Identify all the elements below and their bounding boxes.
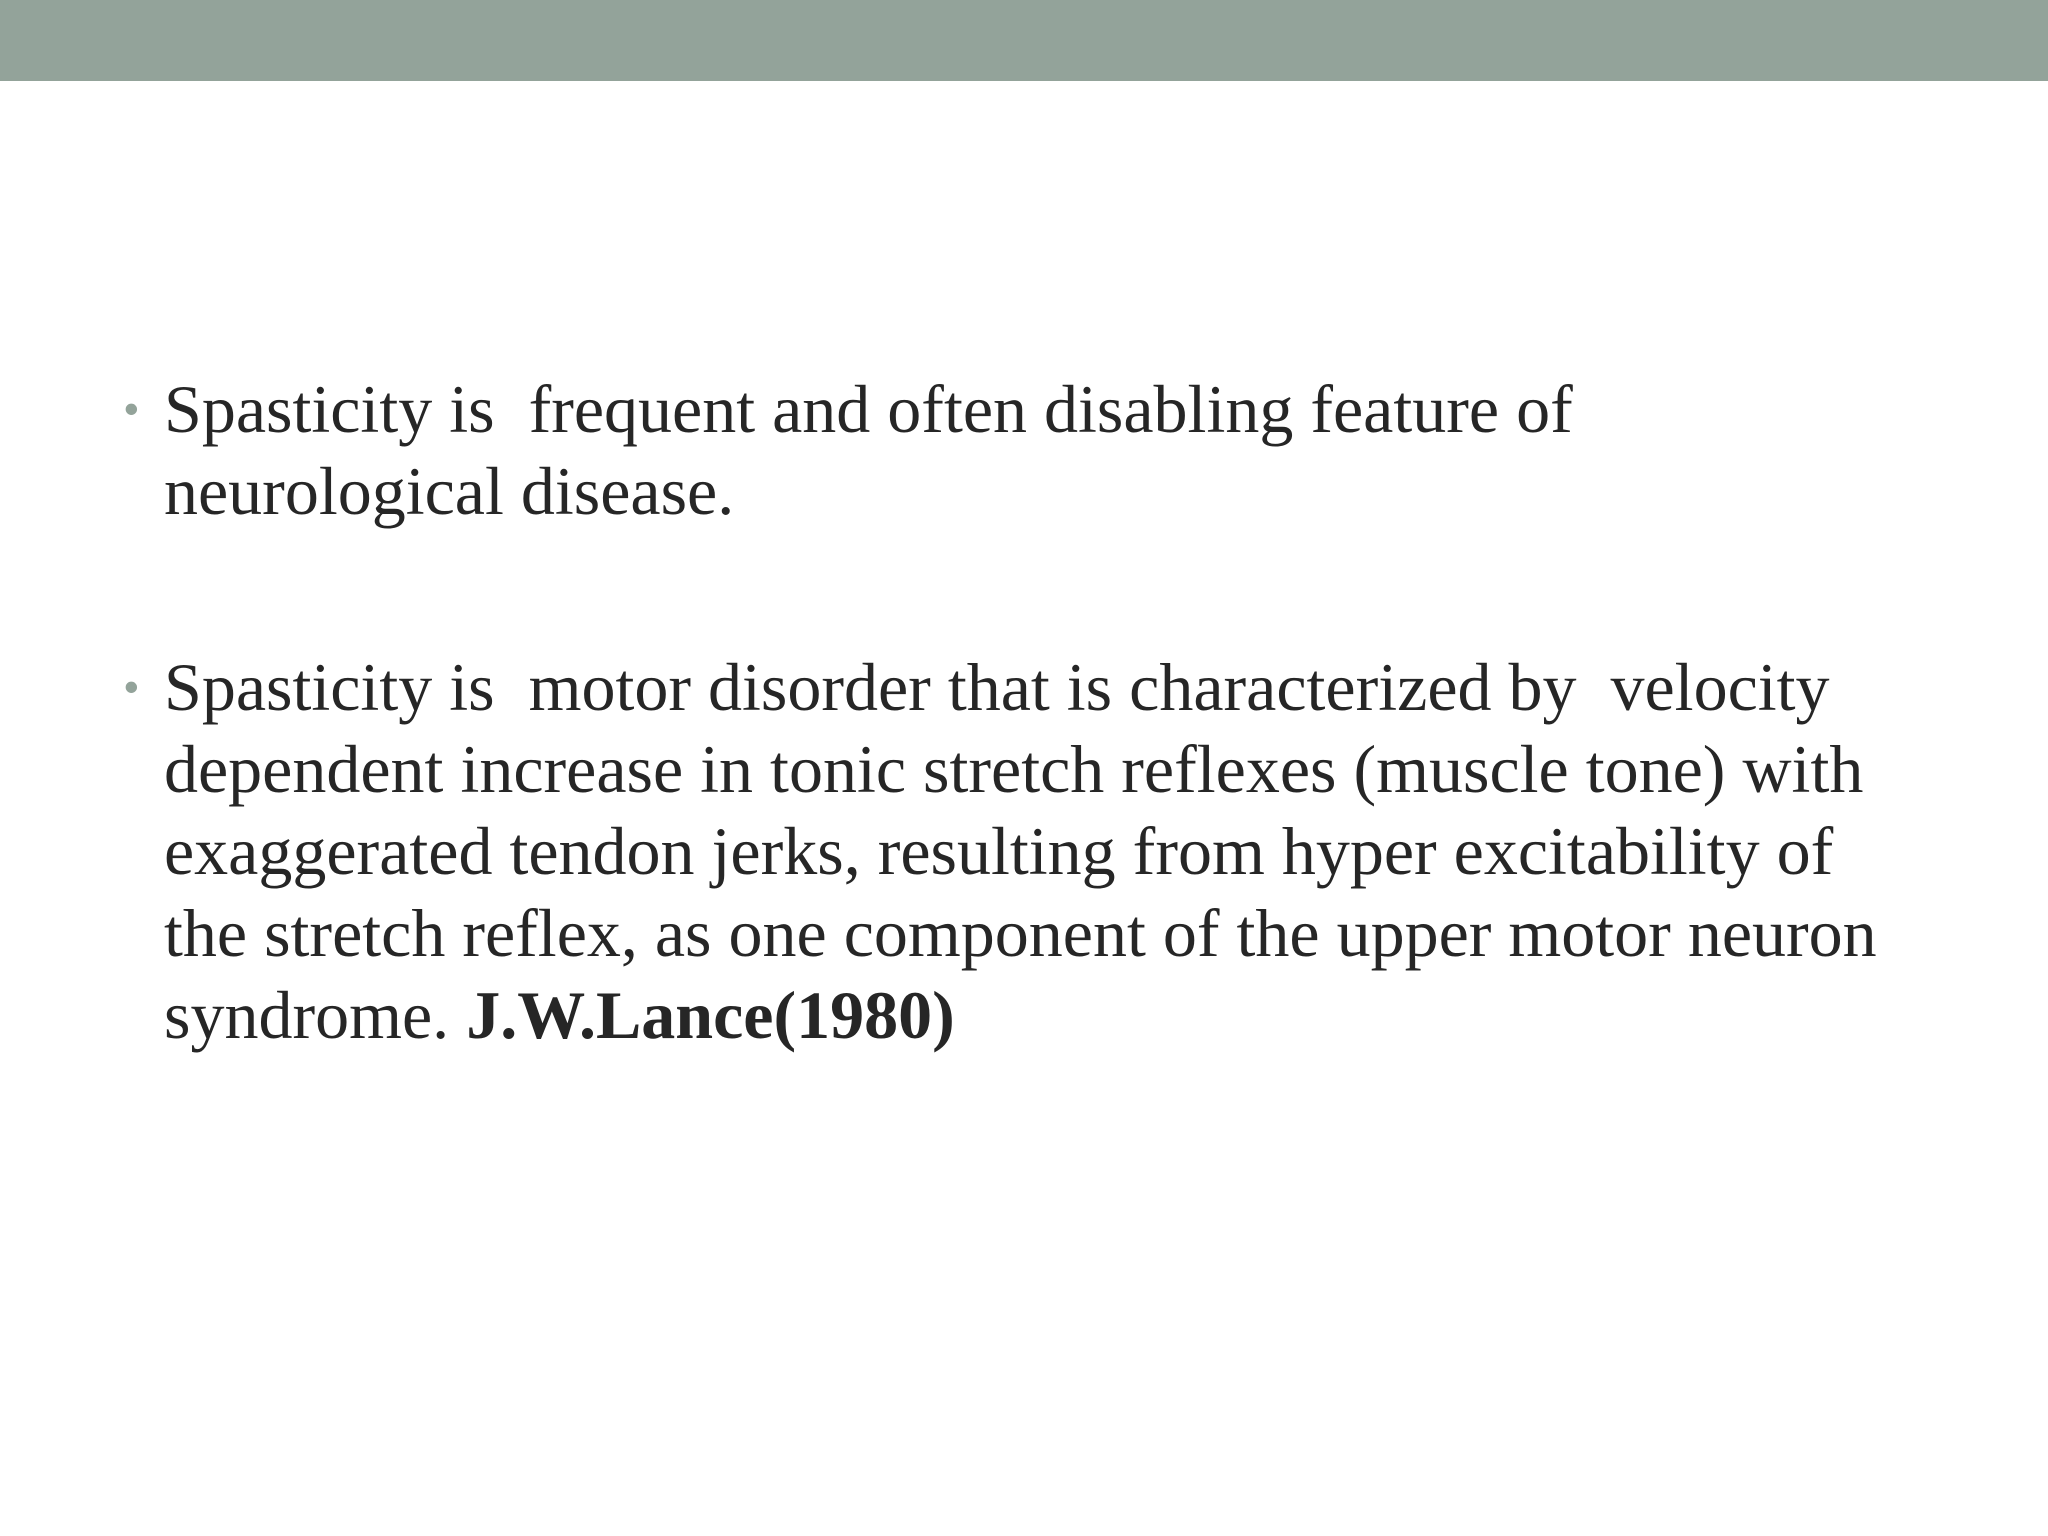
bullet-2-line-3: exaggerated tendon jerks, resulting from hyper excitability of <box>164 813 1834 889</box>
slide-body <box>120 368 1960 1170</box>
bullet-2-line-1: Spasticity is motor disorder that is characterized by velocity <box>164 649 1830 725</box>
citation: J.W.Lance(1980) <box>466 977 955 1053</box>
bullet-item-2 <box>120 646 1960 1056</box>
top-accent-band <box>0 0 2048 81</box>
bullet-2-line-2: dependent increase in tonic stretch reflexes (muscle tone) with <box>164 731 1864 807</box>
bullet-item-1 <box>120 368 1960 532</box>
bullet-2-line-5 <box>164 974 1960 1056</box>
bullet-1-line-2: neurological disease. <box>164 453 735 529</box>
bullet-1-line-1: Spasticity is frequent and often disabling feature of <box>164 371 1573 447</box>
bullet-2-line-5-text: syndrome. <box>164 977 467 1053</box>
bullet-marker: • <box>124 663 139 710</box>
bullet-2-line-4: the stretch reflex, as one component of the upper motor neuron <box>164 895 1877 971</box>
bullet-marker: • <box>124 385 139 432</box>
